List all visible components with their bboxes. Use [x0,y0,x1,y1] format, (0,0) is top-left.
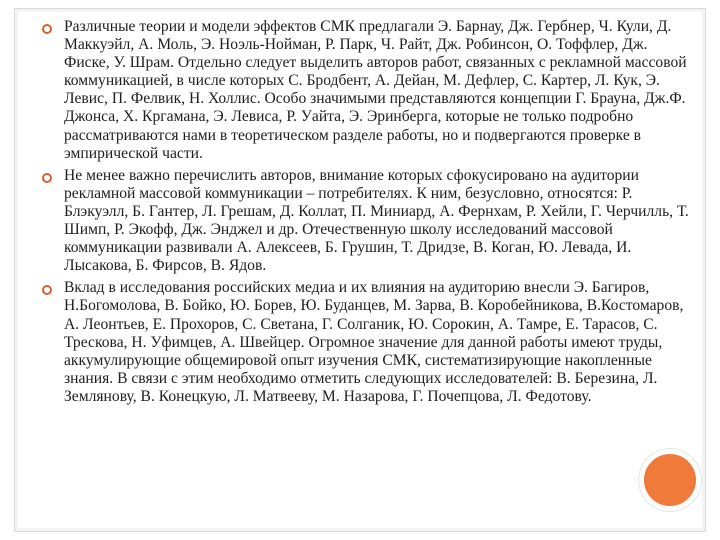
decorative-circle [639,449,701,511]
bullet-item [42,167,692,276]
ring-bullet-icon [42,285,52,295]
bullet-text: Не менее важно перечислить авторов, внимание которых сфокусировано на аудитории рекламной массовой коммуникации – потребителях. К ним, безусловно, относятся: Р. Блэкуэлл, Б. Гантер, Л. Грешам, Д. Коллат, П. Миниард, А. Фернхам, Р. Хейли, Г. Черчилль, Т. Шимп, Р. Экофф, Дж. Энджел и др. Отечественную школу исследований массовой коммуникации развивали А. Алексеев, Б. Грушин, Т. Дридзе, В. Коган, Ю. Левада, И. Лысакова, Б. Фирсов, В. Ядов. [64,166,689,275]
bullet-text: Вклад в исследования российских медиа и их влияния на аудиторию внесли Э. Багиров, Н.Богомолова, В. Бойко, Ю. Борев, Ю. Буданцев, М. Зарва, В. Коробейникова, В.Костомаров, А. Леонтьев, Е. Прохоров, С. Светана, Г. Солганик, Ю. Сорокин, А. Тамре, Е. Тарасов, С. Трескова, Н. Уфимцев, А. Швейцер. Огромное значение для данной работы имеют труды, аккумулирующие общемировой опыт изучения СМК, систематизирующие накопленные знания. В связи с этим необходимо отметить следующих исследователей: В. Березина, Л. Землянову, В. Конецкую, Л. Матвееву, М. Назарова, Г. Почепцова, Л. Федотову. [64,279,684,405]
ring-bullet-icon [42,173,52,183]
bullet-item [42,18,692,163]
ring-bullet-icon [42,24,52,34]
bullet-item [42,279,692,406]
bullet-text: Различные теории и модели эффектов СМК предлагали Э. Барнау, Дж. Гербнер, Ч. Кули, Д. Маккуэйл, А. Моль, Э. Ноэль-Нойман, Р. Парк, Ч. Райт, Дж. Робинсон, О. Тоффлер, Дж. Фиске, У. Шрам. Отдельно следует выделить авторов работ, связанных с рекламной массовой коммуникацией, в числе которых С. Бродбент, А. Дейан, М. Дефлер, С. Картер, Л. Кук, Э. Левис, П. Фелвик, Н. Холлис. Особо значимыми представляются концепции Г. Брауна, Дж.Ф. Джонса, Х. Кргамана, Э. Левиса, Р. Уайта, Э. Эринберга, которые не только подробно рассматриваются нами в теоретическом разделе работы, но и подвергаются проверке в эмпирической части. [64,18,687,162]
bullet-list [42,18,692,410]
